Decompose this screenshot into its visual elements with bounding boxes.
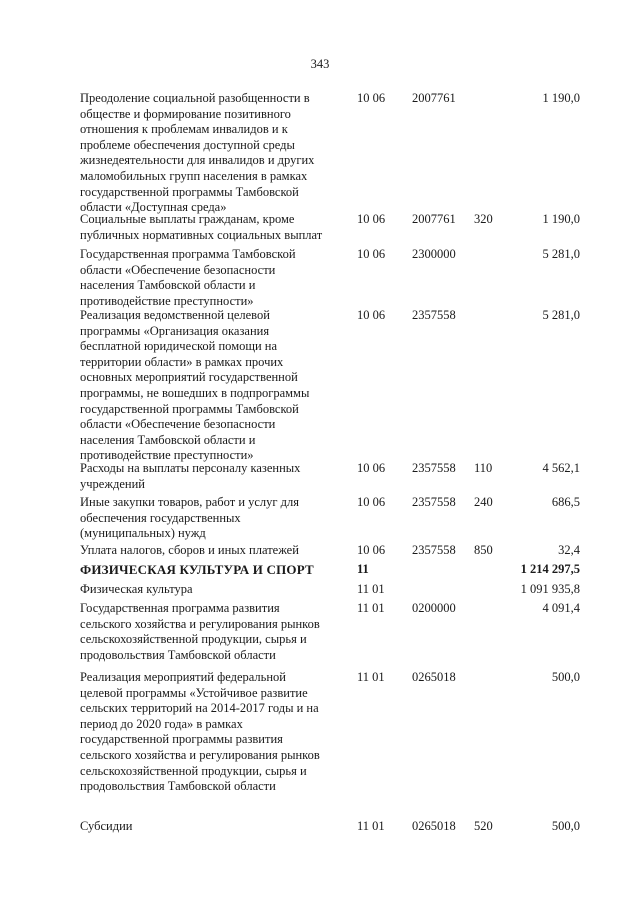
row-name: Расходы на выплаты персоналу казенных учреждений xyxy=(80,461,301,491)
row-amount: 5 281,0 xyxy=(542,308,580,322)
row-amount: 4 562,1 xyxy=(542,461,580,475)
row-amount: 500,0 xyxy=(551,819,580,833)
row-name: Социальные выплаты гражданам, кроме публичных нормативных социальных выплат xyxy=(80,212,323,242)
row-section-code: 11 01 xyxy=(357,582,385,596)
row-amount: 4 091,4 xyxy=(542,601,580,615)
row-name: Государственная программа Тамбовской области «Обеспечение безопасности населения Тамбовской области и противодействие преступности» xyxy=(80,247,296,308)
row-amount: 500,0 xyxy=(551,670,580,684)
row-name: Реализация мероприятий федеральной целевой программы «Устойчивое развитие сельских территорий на 2014-2017 годы и на период до 2020 года» в рамках государственной программы развития сельского хозяйства и регулирования рынков сельскохозяйственной продукции, сырья и продовольствия Тамбовской области xyxy=(80,670,320,794)
row-section-code: 10 06 xyxy=(357,495,386,509)
row-section-code: 11 01 xyxy=(357,819,385,833)
row-expense-type: 850 xyxy=(474,543,493,557)
row-name: Государственная программа развития сельского хозяйства и регулирования рынков сельскохозяйственной продукции, сырья и продовольствия Тамбовской области xyxy=(80,601,320,662)
section-heading: ФИЗИЧЕСКАЯ КУЛЬТУРА И СПОРТ xyxy=(80,562,314,577)
row-amount: 1 190,0 xyxy=(542,212,580,226)
row-amount: 32,4 xyxy=(558,543,580,557)
row-amount: 5 281,0 xyxy=(542,247,580,261)
row-section-code: 10 06 xyxy=(357,212,386,226)
row-target-code: 2357558 xyxy=(412,543,456,557)
row-section-code: 11 01 xyxy=(357,601,385,615)
row-expense-type: 320 xyxy=(474,212,493,226)
row-name: Преодоление социальной разобщенности в обществе и формирование позитивного отношения к проблемам инвалидов и к проблеме обеспечения доступной среды жизнедеятельности для инвалидов и других маломобильных групп населения в рамках государственной программы Тамбовской области «Доступная среда» xyxy=(80,91,315,215)
row-section-code: 11 01 xyxy=(357,670,385,684)
row-target-code: 2007761 xyxy=(412,91,456,105)
row-amount: 1 091 935,8 xyxy=(520,582,580,596)
row-section-code: 11 xyxy=(357,562,369,576)
row-name: Уплата налогов, сборов и иных платежей xyxy=(80,543,299,557)
row-expense-type: 240 xyxy=(474,495,493,509)
row-target-code: 2357558 xyxy=(412,308,456,322)
row-section-code: 10 06 xyxy=(357,308,386,322)
row-amount: 1 214 297,5 xyxy=(520,562,580,576)
row-name: Реализация ведомственной целевой программы «Организация оказания бесплатной юридической помощи на территории области» в рамках прочих основных мероприятий государственной программы, не вошедших в подпрограммы государственной программы Тамбовской области «Обеспечение безопасности населения Тамбовской области и противодействие преступности» xyxy=(80,308,310,463)
row-target-code: 2007761 xyxy=(412,212,456,226)
row-target-code: 2357558 xyxy=(412,461,456,475)
row-target-code: 0200000 xyxy=(412,601,456,615)
row-name: Иные закупки товаров, работ и услуг для обеспечения государственных (муниципальных) нужд xyxy=(80,495,300,541)
row-expense-type: 110 xyxy=(474,461,493,475)
row-name: Субсидии xyxy=(80,819,133,833)
page-number: 343 xyxy=(310,57,330,71)
row-target-code: 2357558 xyxy=(412,495,456,509)
row-target-code: 0265018 xyxy=(412,819,456,833)
row-expense-type: 520 xyxy=(474,819,493,833)
row-amount: 1 190,0 xyxy=(542,91,580,105)
row-target-code: 0265018 xyxy=(412,670,456,684)
row-target-code: 2300000 xyxy=(412,247,456,261)
row-section-code: 10 06 xyxy=(357,543,386,557)
row-name: Физическая культура xyxy=(80,582,193,596)
row-section-code: 10 06 xyxy=(357,247,386,261)
row-section-code: 10 06 xyxy=(357,91,386,105)
row-amount: 686,5 xyxy=(551,495,580,509)
row-section-code: 10 06 xyxy=(357,461,386,475)
